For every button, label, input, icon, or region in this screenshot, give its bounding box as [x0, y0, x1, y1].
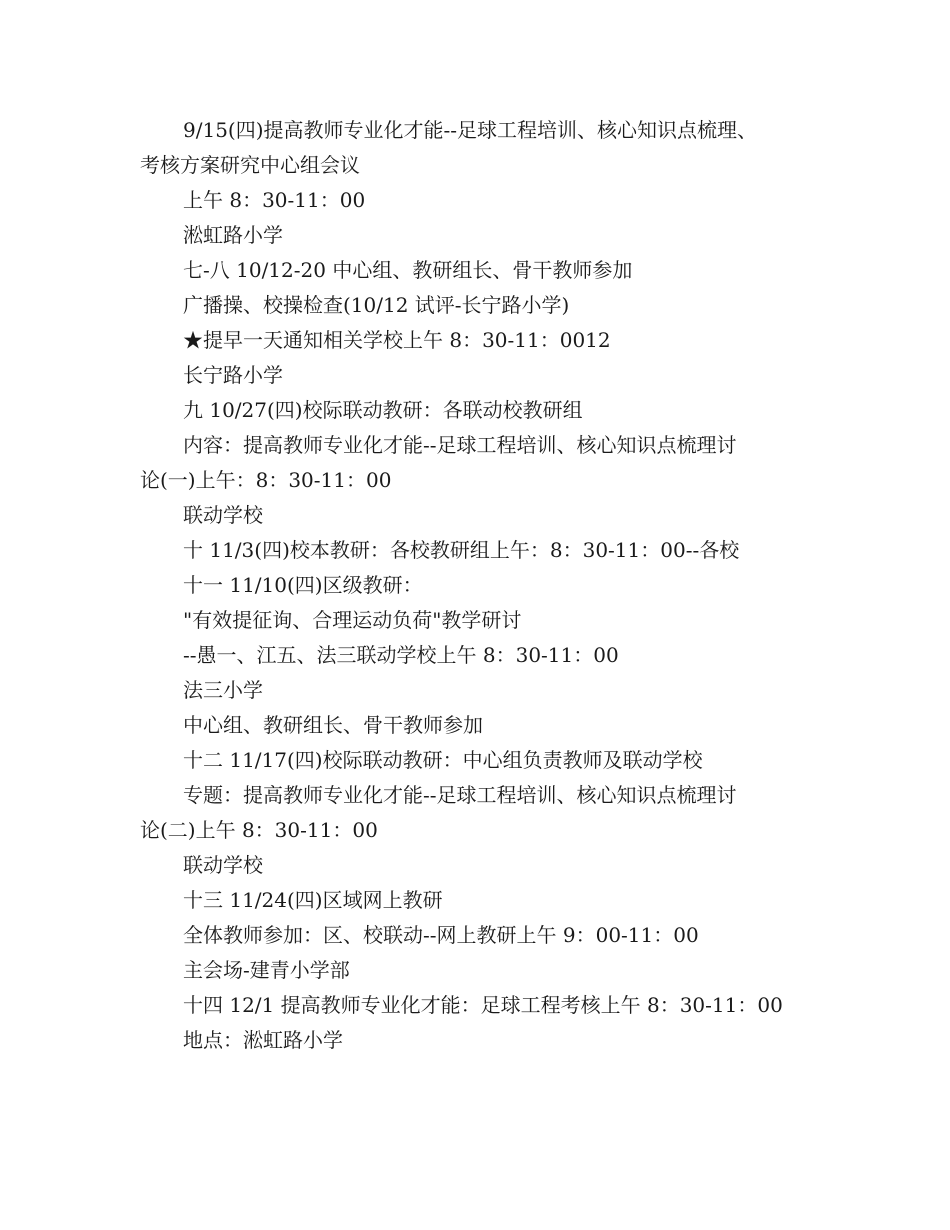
text-line: 长宁路小学 — [183, 363, 283, 387]
text-line: 全体教师参加：区、校联动--网上教研上午 9：00-11：00 — [183, 923, 699, 947]
text-line: 九 10/27(四)校际联动教研：各联动校教研组 — [183, 398, 583, 422]
text-line: 淞虹路小学 — [183, 223, 283, 247]
text-line: 内容：提高教师专业化才能--足球工程培训、核心知识点梳理讨 — [183, 433, 737, 457]
text-line: 十 11/3(四)校本教研：各校教研组上午：8：30-11：00--各校 — [183, 538, 740, 562]
text-line: --愚一、江五、法三联动学校上午 8：30-11：00 — [183, 643, 619, 667]
text-line: 论(二)上午 8：30-11：00 — [140, 818, 378, 842]
text-line: ★提早一天通知相关学校上午 8：30-11：0012 — [183, 328, 611, 352]
text-line: 七-八 10/12-20 中心组、教研组长、骨干教师参加 — [183, 258, 633, 282]
text-line: 十二 11/17(四)校际联动教研：中心组负责教师及联动学校 — [183, 748, 703, 772]
text-line: 十三 11/24(四)区域网上教研 — [183, 888, 443, 912]
text-line: 十一 11/10(四)区级教研： — [183, 573, 423, 597]
text-line: 9/15(四)提高教师专业化才能--足球工程培训、核心知识点梳理、 — [183, 118, 758, 142]
text-line: 论(一)上午：8：30-11：00 — [140, 468, 392, 492]
text-line: 上午 8：30-11：00 — [183, 188, 366, 212]
text-line: 专题：提高教师专业化才能--足球工程培训、核心知识点梳理讨 — [183, 783, 737, 807]
text-line: 地点：淞虹路小学 — [183, 1028, 343, 1052]
text-line: 主会场-建青小学部 — [183, 958, 350, 982]
text-line: 广播操、校操检查(10/12 试评-长宁路小学) — [183, 293, 570, 317]
text-line: 考核方案研究中心组会议 — [140, 153, 360, 177]
text-line: "有效提征询、合理运动负荷"教学研讨 — [183, 608, 522, 632]
text-line: 中心组、教研组长、骨干教师参加 — [183, 713, 483, 737]
text-line: 联动学校 — [183, 853, 263, 877]
document-body — [140, 113, 840, 1058]
text-line: 法三小学 — [183, 678, 263, 702]
text-line: 联动学校 — [183, 503, 263, 527]
text-line: 十四 12/1 提高教师专业化才能：足球工程考核上午 8：30-11：00 — [183, 993, 783, 1017]
